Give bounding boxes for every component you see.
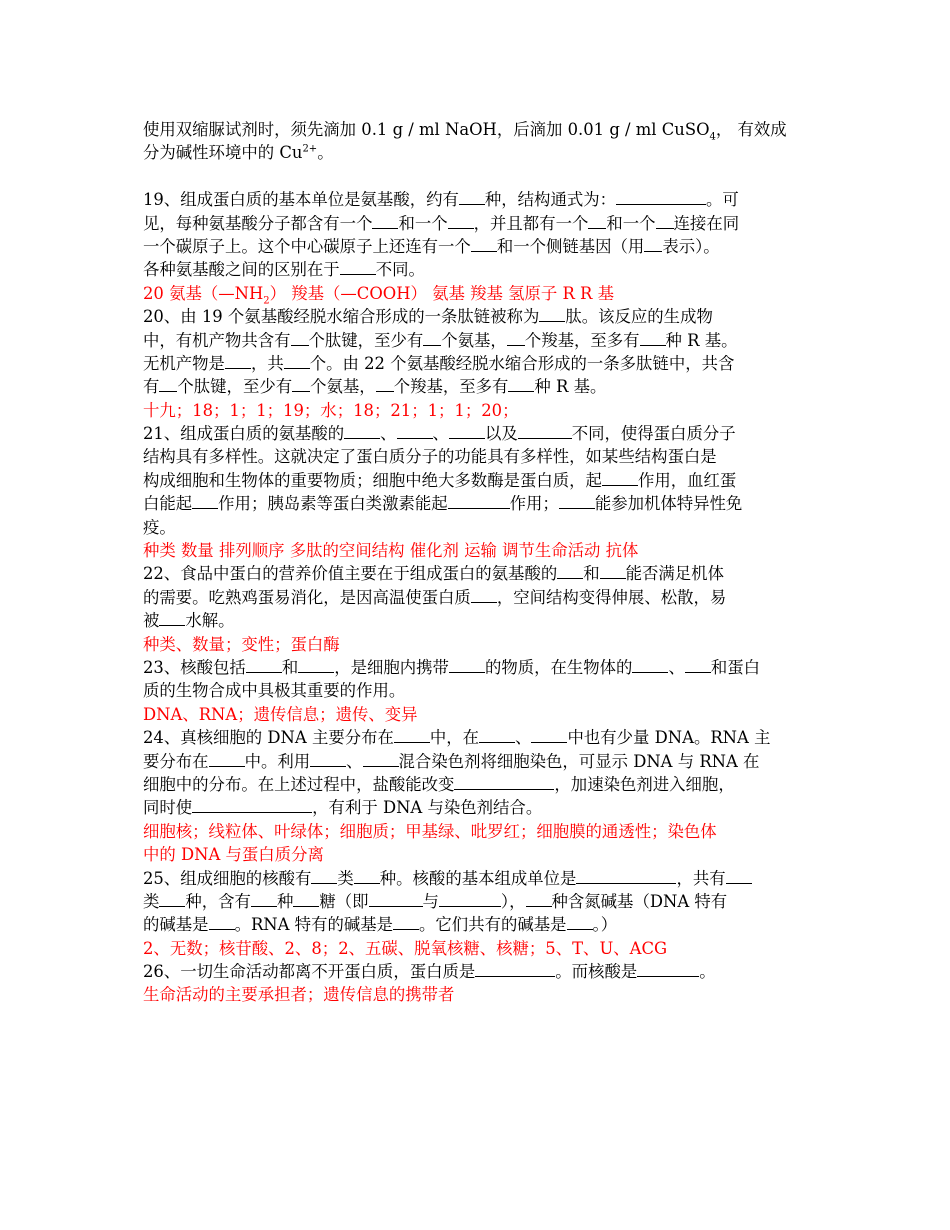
q19-line-3: 一个碳原子上。这个中心碳原子上还连有一个 和一个侧链基因（用 表示）。 <box>143 236 720 256</box>
q24-line-3: 细胞中的分布。在上述过程中，盐酸能改变 ，加速染色剂进入细胞， <box>143 774 735 794</box>
q21-line-1: 21、组成蛋白质的氨基酸的 、 、 以及 不同，使得蛋白质分子 <box>143 424 736 444</box>
q21-line-2: 结构具有多样性。这就决定了蛋白质分子的功能具有多样性，如某些结构蛋白是 <box>143 447 717 467</box>
q23-line-2: 质的生物合成中具极其重要的作用。 <box>143 681 406 701</box>
q20-answer: 十九；18；1；1；19；水；18；21；1；1；20； <box>143 400 519 420</box>
q19-line-4: 各种氨基酸之间的区别在于 不同。 <box>143 260 425 280</box>
q21-line-3: 构成细胞和生物体的重要物质；细胞中绝大多数酶是蛋白质，起 作用，血红蛋 <box>143 470 737 490</box>
q21-answer: 种类 数量 排列顺序 多肽的空间结构 催化剂 运输 调节生命活动 抗体 <box>143 541 639 561</box>
q26-answer: 生命活动的主要承担者；遗传信息的携带者 <box>143 985 455 1005</box>
q22-line-1: 22、食品中蛋白的营养价值主要在于组成蛋白的氨基酸的 和 能否满足机体 <box>143 564 724 584</box>
q20-line-2: 中，有机产物共含有 个肽键，至少有 个氨基， 个羧基，至多有 种 R 基。 <box>143 330 738 350</box>
q19-line-1: 19、组成蛋白质的基本单位是氨基酸，约有 种，结构通式为： 。可 <box>143 190 739 210</box>
q19-line-2: 见，每种氨基酸分子都含有一个 和一个 ，并且都有一个 和一个 连接在同 <box>143 213 740 233</box>
intro-line-1: 使用双缩脲试剂时，须先滴加 0.1 g / ml NaOH，后滴加 0.01 g / ml CuSO$_4$， 有效成 <box>143 120 787 143</box>
q22-answer: 种类、数量；变性；蛋白酶 <box>143 634 340 654</box>
q25-line-2: 类 种，含有 种 糖（即 与 ）， 种含氮碱基（DNA 特有 <box>143 891 728 911</box>
q20-line-3: 无机产物是 ，共 个。由 22 个氨基酸经脱水缩合形成的一条多肽链中，共含 <box>143 353 735 373</box>
q23-answer: DNA、RNA；遗传信息；遗传、变异 <box>143 704 418 724</box>
q21-line-4: 白能起 作用；胰岛素等蛋白类激素能起 作用； 能参加机体特异性免 <box>143 494 743 514</box>
q21-line-5: 疫。 <box>143 517 176 537</box>
q25-line-3: 的碱基是 。RNA 特有的碱基是 。它们共有的碱基是 。） <box>143 915 618 935</box>
q22-line-3: 被 水解。 <box>143 611 235 631</box>
q20-line-1: 20、由 19 个氨基酸经脱水缩合形成的一条肽链被称为 肽。该反应的生成物 <box>143 307 713 327</box>
intro-line-2: 分为碱性环境中的 $Cu^{2+}$。 <box>143 143 334 163</box>
q25-answer: 2、无数；核苷酸、2、8；2、五碳、脱氧核糖、核糖；5、T、U、ACG <box>143 938 668 958</box>
q26-line-1: 26、一切生命活动都离不开蛋白质，蛋白质是 。而核酸是 。 <box>143 962 716 982</box>
q24-line-4: 同时使 ，有利于 DNA 与染色剂结合。 <box>143 798 543 818</box>
q24-answer-line-2: 中的 DNA 与蛋白质分离 <box>143 845 324 865</box>
q25-line-1: 25、组成细胞的核酸有 类 种。核酸的基本组成单位是 ，共有 <box>143 867 813 890</box>
q19-answer: 20 氨基$(—NH_2)$ 羧基（—COOH） 氨基 羧基 氢原子 R R 基 <box>143 283 614 307</box>
q24-line-2: 要分布在 中。利用 、 混合染色剂将细胞染色，可显示 DNA 与 RNA 在 <box>143 751 760 771</box>
q24-line-1: 24、真核细胞的 DNA 主要分布在 中，在 、 中也有少量 DNA。RNA 主 <box>143 728 771 748</box>
document-body <box>143 118 813 1007</box>
q23-line-1: 23、核酸包括 和 ，是细胞内携带 的物质，在生物体的 、 和蛋白 <box>143 657 761 677</box>
q24-answer-line-1: 细胞核；线粒体、叶绿体；细胞质；甲基绿、吡罗红；细胞膜的通透性；染色体 <box>143 821 717 841</box>
spacer <box>143 165 813 188</box>
q22-line-2: 的需要。吃熟鸡蛋易消化，是因高温使蛋白质 ，空间结构变得伸展、松散，易 <box>143 587 727 607</box>
q20-line-4: 有 个肽键，至少有 个氨基， 个羧基，至多有 种 R 基。 <box>143 377 607 397</box>
